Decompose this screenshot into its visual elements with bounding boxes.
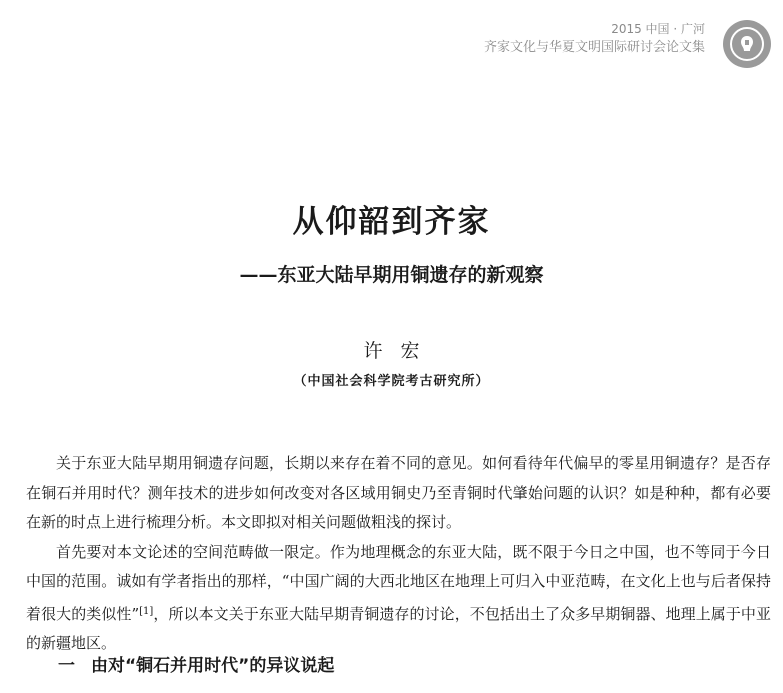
section-number: 一	[58, 656, 75, 676]
author-name: 许宏	[363, 340, 438, 362]
header-proceedings-title: 齐家文化与华夏文明国际研讨会论文集	[483, 40, 705, 55]
author-affiliation: （中国社会科学院考古研究所）	[293, 374, 490, 389]
paragraph-text: ，所以本文关于东亚大陆早期青铜遗存的讨论，不包括出土了众多早期铜器、地理上属于中亚的新疆地区。	[26, 604, 771, 652]
article-subtitle: ——东亚大陆早期用铜遗存的新观察	[239, 264, 544, 286]
header-date-place: 2015 中国 · 广河	[611, 22, 705, 36]
section-heading	[58, 651, 334, 676]
conference-seal-icon	[723, 20, 771, 68]
footnote-ref[interactable]: [1]	[139, 605, 154, 617]
paragraph: 关于东亚大陆早期用铜遗存问题，长期以来存在着不同的意见。如何看待年代偏早的零星用铜遗存？是否存在铜石并用时代？测年技术的进步如何改变对各区域用铜史乃至青铜时代肇始问题的认识？如是种种，都有必要在新的时点上进行梳理分析。本文即拟对相关问题做粗浅的探讨。	[26, 454, 771, 531]
section-title: 由对“铜石并用时代”的异议说起	[91, 656, 335, 676]
article-title: 从仰韶到齐家	[292, 204, 491, 240]
running-header	[484, 20, 705, 58]
paragraph-text: 首先要对本文论述的空间范畴做一限定。作为地理概念的东亚大陆，既不限于今日之中国，也不等同于今日中国的范围。诚如有学者指出的那样，“中国广阔的大西北地区在地理上可归入中亚范畴，在文化上也与后者保持着很大的类似性”	[26, 542, 771, 623]
article-body	[26, 449, 771, 659]
paragraph	[26, 538, 771, 659]
